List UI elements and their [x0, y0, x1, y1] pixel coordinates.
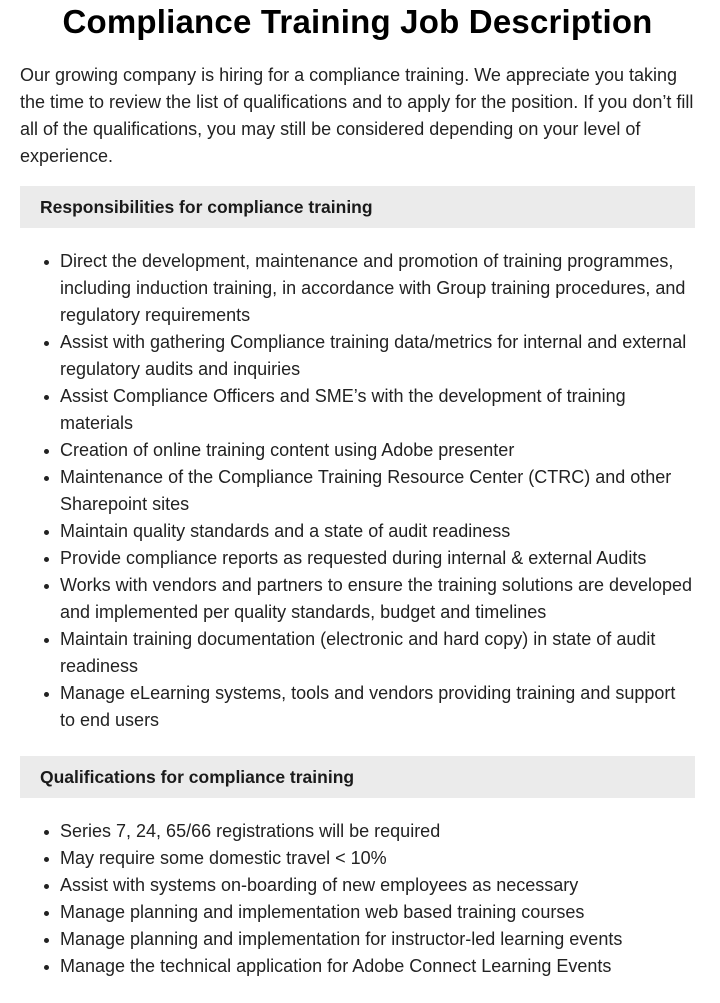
- list-item: Maintenance of the Compliance Training Resource Center (CTRC) and other Sharepoint sites: [60, 464, 695, 518]
- list-item: Manage the technical application for Adobe Connect Learning Events: [60, 953, 695, 980]
- list-item: Assist with systems on-boarding of new employees as necessary: [60, 872, 695, 899]
- qualifications-heading: Qualifications for compliance training: [20, 756, 695, 798]
- list-item: Assist Compliance Officers and SME’s with the development of training materials: [60, 383, 695, 437]
- list-item: May require some domestic travel < 10%: [60, 845, 695, 872]
- list-item: Creation of online training content using Adobe presenter: [60, 437, 695, 464]
- list-item: Direct the development, maintenance and promotion of training programmes, including induction training, in accordance with Group training procedures, and regulatory requirements: [60, 248, 695, 329]
- list-item: Maintain training documentation (electronic and hard copy) in state of audit readiness: [60, 626, 695, 680]
- page-title: Compliance Training Job Description: [62, 3, 653, 40]
- qualifications-list: [20, 818, 695, 980]
- list-item: Works with vendors and partners to ensure the training solutions are developed and implemented per quality standards, budget and timelines: [60, 572, 695, 626]
- list-item: Manage eLearning systems, tools and vendors providing training and support to end users: [60, 680, 695, 734]
- responsibilities-heading: Responsibilities for compliance training: [20, 186, 695, 228]
- intro-paragraph: Our growing company is hiring for a compliance training. We appreciate you taking the time to review the list of qualifications and to apply for the position. If you don’t fill all of the qualifications, you may still be considered depending on your level of experience.: [20, 65, 694, 166]
- list-item: Assist with gathering Compliance training data/metrics for internal and external regulatory audits and inquiries: [60, 329, 695, 383]
- job-description-page: [20, 0, 695, 980]
- list-item: Provide compliance reports as requested during internal & external Audits: [60, 545, 695, 572]
- list-item: Manage planning and implementation for instructor-led learning events: [60, 926, 695, 953]
- list-item: Series 7, 24, 65/66 registrations will be required: [60, 818, 695, 845]
- responsibilities-list: [20, 248, 695, 734]
- list-item: Maintain quality standards and a state of audit readiness: [60, 518, 695, 545]
- list-item: Manage planning and implementation web based training courses: [60, 899, 695, 926]
